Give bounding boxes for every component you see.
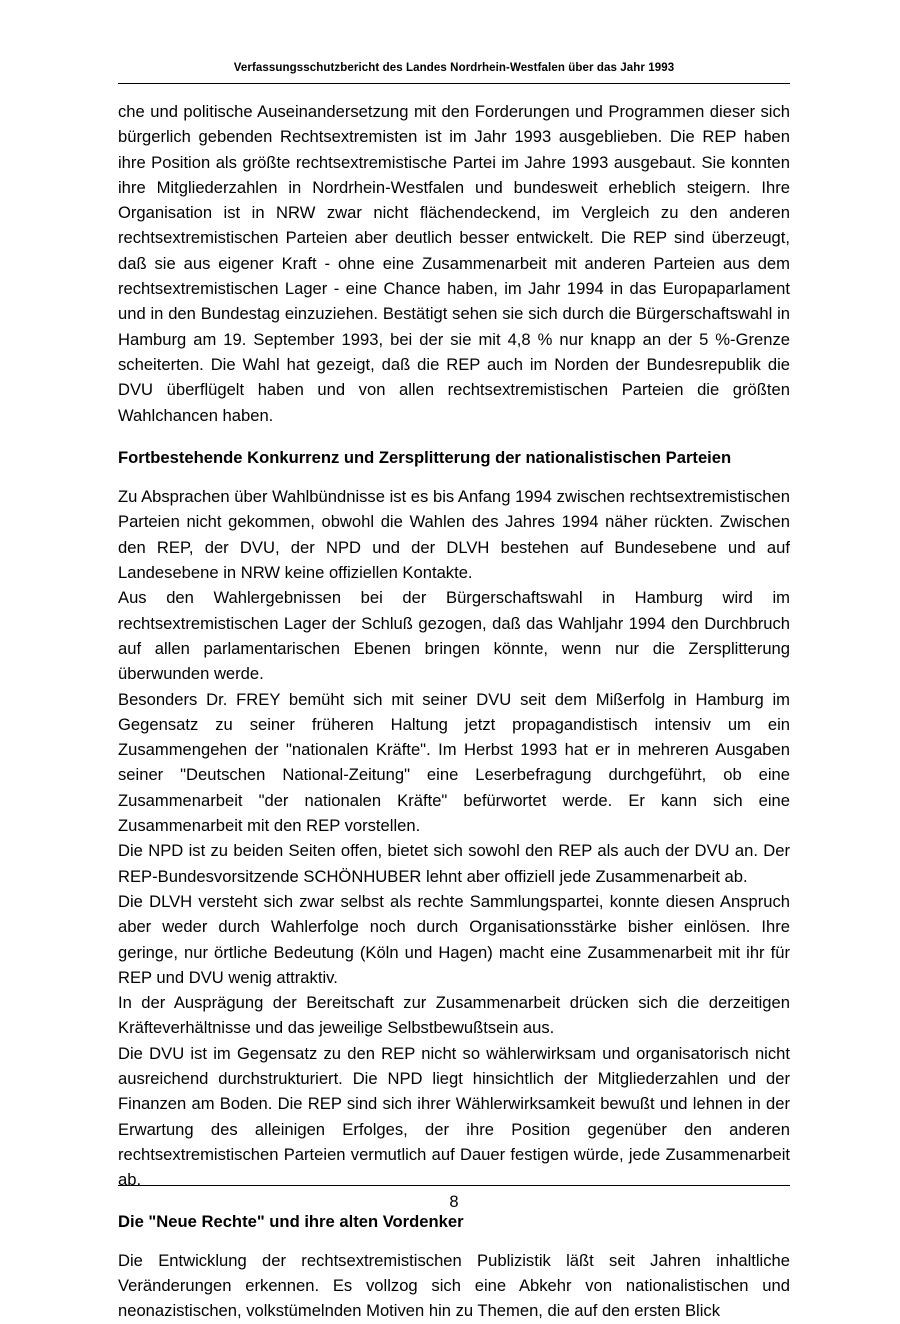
paragraph: Zu Absprachen über Wahlbündnisse ist es bis Anfang 1994 zwischen rechtsextremistischen Parteien nicht gekommen, obwohl die Wahlen des Jahres 1994 näher rückten. Zwischen den REP, der DVU, der NPD und der DLVH bestehen auf Bundesebene und auf Landesebene in NRW keine offiziellen Kontakte. [118,487,790,583]
paragraph: Besonders Dr. FREY bemüht sich mit seiner DVU seit dem Mißerfolg in Hamburg im Gegensatz zu seiner früheren Haltung jetzt propagandistisch intensiv um ein Zusammengehen der "nationalen Kräfte". Im Herbst 1993 hat er in mehreren Ausgaben seiner "Deutschen National-Zeitung" eine Leserbefragung durchgeführt, ob eine Zusammenarbeit "der nationalen Kräfte" befürwortet werde. Er kann sich eine Zusammenarbeit mit den REP vorstellen. [118,689,790,836]
paragraph: che und politische Auseinandersetzung mit den Forderungen und Programmen dieser sich bürgerlich gebenden Rechtsextremisten ist im Jahr 1993 ausgeblieben. Die REP haben ihre Position als größte rechtsextremistische Partei im Jahre 1993 ausgebaut. Sie konnten ihre Mitgliederzahlen in Nordrhein-Westfalen und bundesweit erheblich steigern. Ihre Organisation ist in NRW zwar nicht flächendeckend, im Vergleich zu den anderen rechtsextremistischen Parteien aber deutlich besser entwickelt. Die REP sind überzeugt, daß sie aus eigener Kraft - ohne eine Zusammenarbeit mit anderen Parteien aus dem rechtsextremistischen Lager - eine Chance haben, im Jahr 1994 in das Europaparlament und in den Bundestag einzuziehen. Bestätigt sehen sie sich durch die Bürgerschaftswahl in Hamburg am 19. September 1993, bei der sie mit 4,8 % nur knapp an der 5 %-Grenze scheiterten. Die Wahl hat gezeigt, daß die REP auch im Norden der Bundesrepublik die DVU überflügelt haben und von allen rechtsextremistischen Parteien die größten Wahlchancen haben. [118,102,790,425]
section-heading: Die "Neue Rechte" und ihre alten Vordenker [118,1212,464,1232]
header-title: Verfassungsschutzbericht des Landes Nordrhein-Westfalen über das Jahr 1993 [233,62,675,74]
header-divider [118,83,790,84]
section-heading: Fortbestehende Konkurrenz und Zersplitterung der nationalistischen Parteien [118,447,732,467]
paragraph: Die DVU ist im Gegensatz zu den REP nicht so wählerwirksam und organisatorisch nicht ausreichend durchstrukturiert. Die NPD liegt hinsichtlich der Mitgliederzahlen und der Finanzen am Boden. Die REP sind sich ihrer Wählerwirksamkeit bewußt und lehnen in der Erwartung des alleinigen Erfolges, der ihre Position gegenüber den anderen rechtsextremistischen Parteien vermutlich auf Dauer festigen würde, jede Zusammenarbeit ab. [118,1043,790,1190]
page-content [118,0,790,1324]
page-header [118,0,790,84]
paragraph: In der Ausprägung der Bereitschaft zur Zusammenarbeit drücken sich die derzeitigen Kräfteverhältnisse und das jeweilige Selbstbewußtsein aus. [118,993,790,1038]
paragraph: Die DLVH versteht sich zwar selbst als rechte Sammlungspartei, konnte diesen Anspruch aber weder durch Wahlerfolge noch durch Organisationsstärke bisher einlösen. Ihre geringe, nur örtliche Bedeutung (Köln und Hagen) macht eine Zusammenarbeit mit ihr für REP und DVU wenig attraktiv. [118,891,790,987]
paragraph: Die NPD ist zu beiden Seiten offen, bietet sich sowohl den REP als auch der DVU an. Der REP-Bundesvorsitzende SCHÖNHUBER lehnt aber offiziell jede Zusammenarbeit ab. [118,841,790,886]
page-number: 8 [449,1193,459,1211]
footer-divider [118,1185,790,1186]
document-body [118,99,790,1324]
page-footer [118,1185,790,1212]
paragraph: Aus den Wahlergebnissen bei der Bürgerschaftswahl in Hamburg wird im rechtsextremistischen Lager der Schluß gezogen, daß das Wahljahr 1994 den Durchbruch auf allen parlamentarischen Ebenen bringen könnte, wenn nur die Zersplitterung überwunden werde. [118,588,790,684]
paragraph: Die Entwicklung der rechtsextremistischen Publizistik läßt seit Jahren inhaltliche Veränderungen erkennen. Es vollzog sich eine Abkehr von nationalistischen und neonazistischen, volkstümelnden Motiven hin zu Themen, die auf den ersten Blick [118,1250,790,1321]
